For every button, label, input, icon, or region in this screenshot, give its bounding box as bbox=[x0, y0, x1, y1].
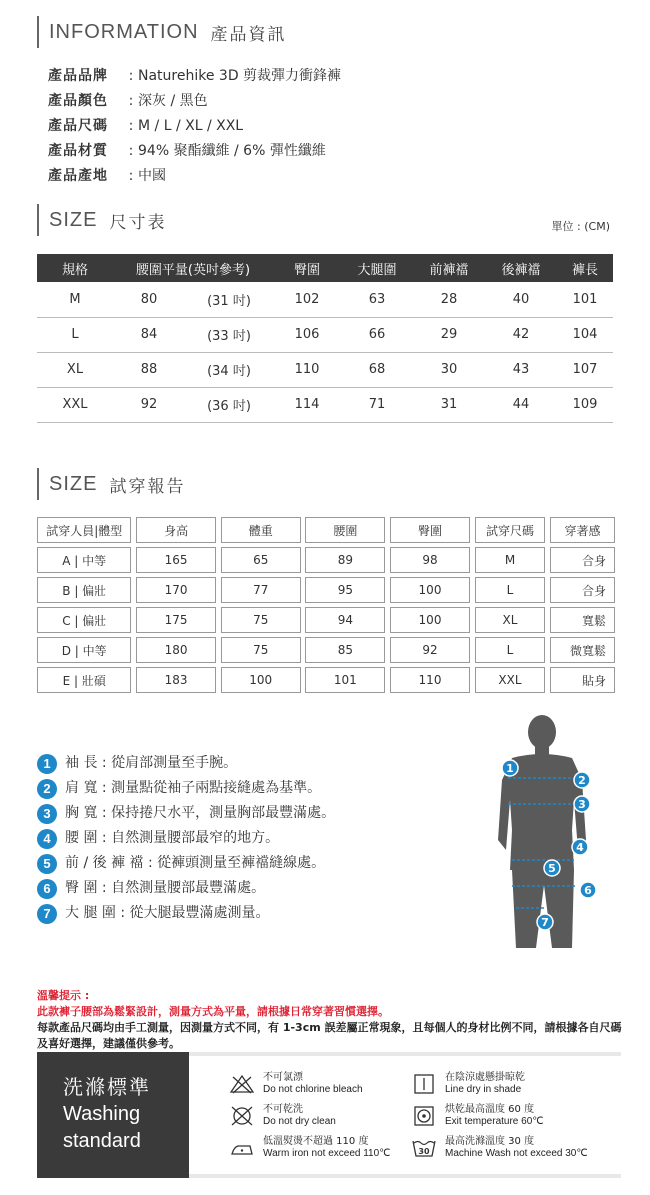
washing-title-en2: standard bbox=[63, 1130, 141, 1152]
unit-label: 單位 : (CM) bbox=[551, 220, 610, 233]
size-table-cell: XL bbox=[37, 352, 113, 387]
measurement-text: 臀 圍 : 自然測量腰部最豐滿處。 bbox=[65, 880, 266, 896]
measurement-text: 肩 寬 : 測量點從袖子兩點接縫處為基準。 bbox=[65, 780, 322, 796]
try-table-row bbox=[37, 577, 615, 603]
information-heading-en: INFORMATION bbox=[49, 20, 199, 43]
size-table-cell: 114 bbox=[273, 387, 341, 422]
information-heading bbox=[37, 16, 287, 48]
try-table-cell: 75 bbox=[221, 607, 301, 633]
info-key: 產品產地 bbox=[48, 168, 108, 184]
info-row-material: 產品材質 : 94% 聚酯纖維 / 6% 彈性纖維 bbox=[48, 139, 341, 164]
figure-marker-3: 3 bbox=[578, 798, 586, 811]
size-table-cell: 40 bbox=[485, 282, 557, 317]
care-zh: 烘乾最高溫度 60 度 bbox=[445, 1104, 535, 1115]
try-table-cell: XXL bbox=[475, 667, 546, 693]
info-value: M / L / XL / XXL bbox=[138, 118, 244, 134]
care-en: Do not dry clean bbox=[263, 1116, 336, 1127]
info-value: 中國 bbox=[138, 168, 166, 184]
size-table-cell: 107 bbox=[557, 352, 613, 387]
try-table-row bbox=[37, 637, 615, 663]
washing-standard bbox=[37, 1052, 621, 1178]
size-table-cell: 31 bbox=[413, 387, 485, 422]
size-table-row bbox=[37, 317, 613, 352]
try-table-cell: XL bbox=[475, 607, 546, 633]
measurement-item bbox=[37, 801, 335, 826]
try-table-cell: 寬鬆 bbox=[550, 607, 615, 633]
try-table-cell: 100 bbox=[390, 577, 470, 603]
notice-line1: 此款褲子腰部為鬆緊設計，測量方式為平量，請根據日常穿著習慣選擇。 bbox=[37, 1005, 389, 1018]
care-no-bleach bbox=[229, 1072, 363, 1096]
try-table-cell: B | 偏壯 bbox=[37, 577, 131, 603]
size-col-header: 臀圍 bbox=[273, 254, 341, 282]
measurement-item bbox=[37, 876, 335, 901]
measurement-text: 袖 長 : 從肩部測量至手腕。 bbox=[65, 755, 238, 771]
measurement-text: 腰 圍 : 自然測量腰部最窄的地方。 bbox=[65, 830, 280, 846]
measurement-item bbox=[37, 826, 335, 851]
try-report-heading-en: SIZE bbox=[49, 472, 98, 495]
try-col-header: 臀圍 bbox=[390, 517, 470, 543]
try-table-cell: 165 bbox=[136, 547, 216, 573]
measurement-number-badge: 6 bbox=[37, 879, 57, 899]
try-col-header: 穿著感 bbox=[550, 517, 615, 543]
size-table-cell: 102 bbox=[273, 282, 341, 317]
try-col-header: 腰圍 bbox=[305, 517, 385, 543]
size-table-cell: 101 bbox=[557, 282, 613, 317]
measurement-item bbox=[37, 776, 335, 801]
size-col-header: 大腿圍 bbox=[341, 254, 413, 282]
washing-title-zh: 洗滌標準 bbox=[63, 1075, 151, 1099]
try-report-heading-zh: 試穿報告 bbox=[109, 476, 186, 497]
size-table-cell: 80 bbox=[113, 282, 185, 317]
try-table-cell: 微寬鬆 bbox=[550, 637, 615, 663]
tumble-dry-icon bbox=[411, 1105, 437, 1127]
info-value: 深灰 / 黑色 bbox=[138, 93, 208, 109]
try-table-cell: 100 bbox=[221, 667, 301, 693]
try-table-cell: C | 偏壯 bbox=[37, 607, 131, 633]
care-zh: 不可乾洗 bbox=[263, 1104, 303, 1115]
try-table-cell: 65 bbox=[221, 547, 301, 573]
size-table-cell: 71 bbox=[341, 387, 413, 422]
size-table-cell: M bbox=[37, 282, 113, 317]
care-en: Warm iron not exceed 110℃ bbox=[263, 1148, 391, 1159]
info-key: 產品尺碼 bbox=[48, 118, 108, 134]
try-report-table bbox=[37, 513, 615, 697]
info-row-brand: 產品品牌 : Naturehike 3D 剪裁彈力衝鋒褲 bbox=[48, 64, 341, 89]
measurement-text: 前 / 後 褲 襠 : 從褲頭測量至褲襠縫線處。 bbox=[65, 855, 326, 871]
figure-marker-7: 7 bbox=[541, 916, 549, 929]
try-col-header: 試穿人員|體型 bbox=[37, 517, 131, 543]
try-table-row bbox=[37, 667, 615, 693]
size-table-row bbox=[37, 352, 613, 387]
size-table-cell: 63 bbox=[341, 282, 413, 317]
try-table-cell: 100 bbox=[390, 607, 470, 633]
line-dry-shade-icon bbox=[411, 1073, 437, 1095]
care-tumble-dry bbox=[411, 1104, 544, 1128]
size-table-cell: 43 bbox=[485, 352, 557, 387]
try-table-header bbox=[37, 517, 615, 543]
washing-title-en1: Washing bbox=[63, 1103, 141, 1125]
try-table-cell: 98 bbox=[390, 547, 470, 573]
no-dry-clean-icon bbox=[229, 1105, 255, 1127]
care-iron bbox=[229, 1136, 390, 1160]
try-table-cell: M bbox=[475, 547, 546, 573]
wash-30-icon bbox=[411, 1137, 437, 1159]
size-table-cell: 44 bbox=[485, 387, 557, 422]
info-key: 產品材質 bbox=[48, 143, 108, 159]
size-table-cell: 84 bbox=[113, 317, 185, 352]
measurement-item bbox=[37, 751, 335, 776]
try-table-cell: 合身 bbox=[550, 577, 615, 603]
try-table-cell: 101 bbox=[305, 667, 385, 693]
measurement-guide bbox=[37, 751, 335, 926]
care-en: Line dry in shade bbox=[445, 1084, 522, 1095]
try-table-cell: L bbox=[475, 577, 546, 603]
figure-marker-5: 5 bbox=[548, 862, 556, 875]
figure-marker-2: 2 bbox=[578, 774, 586, 787]
size-table-header bbox=[37, 254, 613, 282]
figure-marker-1: 1 bbox=[506, 762, 514, 775]
size-table-cell: 92 bbox=[113, 387, 185, 422]
measurement-number-badge: 2 bbox=[37, 779, 57, 799]
size-col-header: 前褲襠 bbox=[413, 254, 485, 282]
measurement-number-badge: 7 bbox=[37, 904, 57, 924]
model-silhouette bbox=[490, 710, 610, 955]
size-table-cell: 29 bbox=[413, 317, 485, 352]
size-table-cell: 109 bbox=[557, 387, 613, 422]
size-table-cell: 42 bbox=[485, 317, 557, 352]
measurement-item bbox=[37, 851, 335, 876]
try-table-cell: 110 bbox=[390, 667, 470, 693]
information-heading-zh: 產品資訊 bbox=[210, 24, 287, 45]
measurement-item bbox=[37, 901, 335, 926]
size-table-cell: (33 吋) bbox=[185, 317, 273, 352]
info-row-origin: 產品產地 : 中國 bbox=[48, 164, 341, 189]
try-report-heading bbox=[37, 468, 185, 500]
try-table-cell: 貼身 bbox=[550, 667, 615, 693]
washing-symbols bbox=[189, 1056, 621, 1174]
size-table-cell: (36 吋) bbox=[185, 387, 273, 422]
size-table-cell: 66 bbox=[341, 317, 413, 352]
try-table-cell: 89 bbox=[305, 547, 385, 573]
try-table-cell: 75 bbox=[221, 637, 301, 663]
try-col-header: 試穿尺碼 bbox=[475, 517, 546, 543]
size-col-header: 後褲襠 bbox=[485, 254, 557, 282]
care-wash-30 bbox=[411, 1136, 588, 1160]
care-zh: 在陰涼處懸掛晾乾 bbox=[445, 1072, 525, 1083]
info-value: 94% 聚酯纖維 / 6% 彈性纖維 bbox=[138, 143, 326, 159]
info-value: Naturehike 3D 剪裁彈力衝鋒褲 bbox=[138, 68, 342, 84]
wash-temp: 30 bbox=[418, 1147, 430, 1156]
size-table-cell: 106 bbox=[273, 317, 341, 352]
size-table-cell: L bbox=[37, 317, 113, 352]
size-col-header: 規格 bbox=[37, 254, 113, 282]
size-table-cell: 28 bbox=[413, 282, 485, 317]
notice bbox=[37, 988, 622, 1052]
care-en: Machine Wash not exceed 30℃ bbox=[445, 1148, 588, 1159]
size-chart-heading-en: SIZE bbox=[49, 208, 98, 231]
care-zh: 最高洗滌溫度 30 度 bbox=[445, 1136, 535, 1147]
size-chart-heading bbox=[37, 204, 166, 236]
size-table-cell: 110 bbox=[273, 352, 341, 387]
try-table-row bbox=[37, 607, 615, 633]
figure-marker-6: 6 bbox=[584, 884, 592, 897]
measurement-text: 胸 寬 : 保持捲尺水平，測量胸部最豐滿處。 bbox=[65, 805, 336, 821]
measurement-number-badge: 3 bbox=[37, 804, 57, 824]
size-table-cell: (31 吋) bbox=[185, 282, 273, 317]
notice-title: 溫馨提示 : bbox=[37, 989, 90, 1002]
info-key: 產品顏色 bbox=[48, 93, 108, 109]
size-table-row bbox=[37, 282, 613, 317]
size-chart-heading-zh: 尺寸表 bbox=[109, 212, 167, 233]
try-table-cell: A | 中等 bbox=[37, 547, 131, 573]
try-table-cell: L bbox=[475, 637, 546, 663]
size-col-header: 褲長 bbox=[557, 254, 613, 282]
try-table-row bbox=[37, 547, 615, 573]
notice-line2: 每款產品尺碼均由手工測量，因測量方式不同，有 1-3cm 誤差屬正常現象，且每個人的身材比例不同，請根據各自尺碼及喜好選擇，建議僅供參考。 bbox=[37, 1021, 622, 1050]
no-bleach-icon bbox=[229, 1073, 255, 1095]
measurement-number-badge: 5 bbox=[37, 854, 57, 874]
try-table-cell: 183 bbox=[136, 667, 216, 693]
try-table-cell: 95 bbox=[305, 577, 385, 603]
care-zh: 低溫熨燙不超過 110 度 bbox=[263, 1136, 369, 1147]
measurement-number-badge: 1 bbox=[37, 754, 57, 774]
try-table-cell: 85 bbox=[305, 637, 385, 663]
info-row-color: 產品顏色 : 深灰 / 黑色 bbox=[48, 89, 341, 114]
care-en: Exit temperature 60℃ bbox=[445, 1116, 544, 1127]
try-table-cell: D | 中等 bbox=[37, 637, 131, 663]
try-table-cell: 77 bbox=[221, 577, 301, 603]
figure-marker-4: 4 bbox=[576, 841, 584, 854]
size-table-cell: 104 bbox=[557, 317, 613, 352]
size-table-cell: (34 吋) bbox=[185, 352, 273, 387]
size-table-row bbox=[37, 387, 613, 422]
iron-low-icon bbox=[229, 1137, 255, 1159]
size-table-cell: 68 bbox=[341, 352, 413, 387]
product-info bbox=[48, 64, 341, 189]
care-en: Do not chlorine bleach bbox=[263, 1084, 363, 1095]
size-table bbox=[37, 254, 613, 423]
try-table-cell: 94 bbox=[305, 607, 385, 633]
try-table-cell: 180 bbox=[136, 637, 216, 663]
care-zh: 不可氯漂 bbox=[263, 1072, 303, 1083]
try-table-cell: 170 bbox=[136, 577, 216, 603]
size-table-cell: XXL bbox=[37, 387, 113, 422]
measurement-text: 大 腿 圍 : 從大腿最豐滿處測量。 bbox=[65, 905, 270, 921]
care-line-dry bbox=[411, 1072, 525, 1096]
try-col-header: 身高 bbox=[136, 517, 216, 543]
care-no-dry-clean bbox=[229, 1104, 336, 1128]
measurement-number-badge: 4 bbox=[37, 829, 57, 849]
size-col-header: 腰圍平量(英吋參考) bbox=[113, 254, 273, 282]
size-table-cell: 88 bbox=[113, 352, 185, 387]
try-table-cell: 合身 bbox=[550, 547, 615, 573]
try-table-cell: 175 bbox=[136, 607, 216, 633]
size-table-cell: 30 bbox=[413, 352, 485, 387]
try-table-cell: E | 壯碩 bbox=[37, 667, 131, 693]
info-row-size: 產品尺碼 : M / L / XL / XXL bbox=[48, 114, 341, 139]
washing-title bbox=[37, 1052, 189, 1178]
try-table-cell: 92 bbox=[390, 637, 470, 663]
try-col-header: 體重 bbox=[221, 517, 301, 543]
info-key: 產品品牌 bbox=[48, 68, 108, 84]
